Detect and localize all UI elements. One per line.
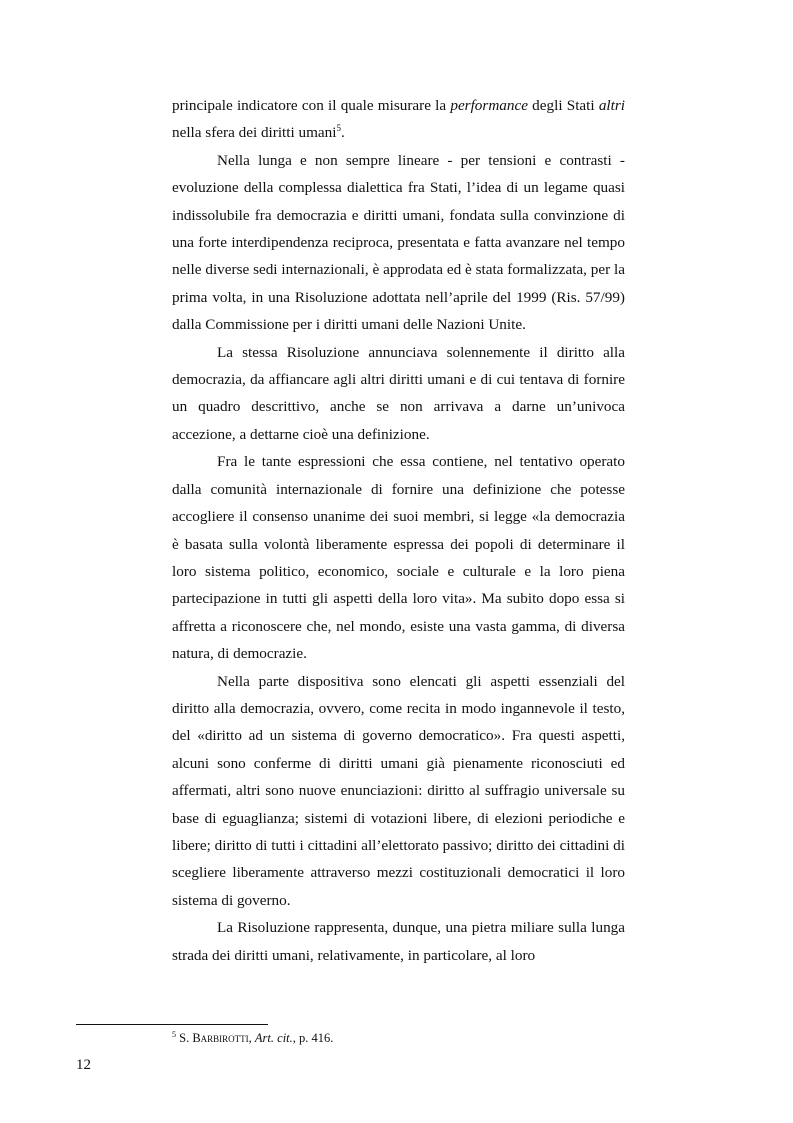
paragraph-1-text: principale indicatore con il quale misurare la <box>172 97 451 114</box>
footnote <box>172 1030 333 1046</box>
footnote-separator <box>76 1024 268 1025</box>
paragraph-3: La stessa Risoluzione annunciava solennemente il diritto alla democrazia, da affiancare agli altri diritti umani e di cui tentava di fornire un quadro descrittivo, anche se non arrivava a darne un’univoca accezione, a dettarne cioè una definizione. <box>172 343 625 443</box>
footnote-reference[interactable]: 5 <box>336 123 341 134</box>
paragraph-2: Nella lunga e non sempre lineare - per tensioni e contrasti - evoluzione della complessa dialettica fra Stati, l’idea di un legame quasi indissolubile fra democrazia e diritti umani, fondata sulla convinzione di una forte interdipendenza reciproca, presentata e fatta avanzare nel tempo nelle diverse sedi internazionali, è approdata ed è stata formalizzata, per la prima volta, in una Risoluzione adottata nell’aprile del 1999 (Ris. 57/99) dalla Commissione per i diritti umani delle Nazioni Unite. <box>172 151 625 334</box>
paragraph-1-text-2: degli Stati <box>527 97 599 114</box>
paragraph-1-text-4: . <box>340 124 345 142</box>
footnote-number: 5 <box>172 1030 176 1039</box>
paragraph-1-text-3: nella sfera dei diritti umani <box>172 124 337 142</box>
paragraph-6: La Risoluzione rappresenta, dunque, una pietra miliare sulla lunga strada dei diritti umani, relativamente, in particolare, al loro <box>172 919 625 964</box>
footnote-work: Art. cit. <box>254 1031 293 1045</box>
footnote-author-surname: Barbirotti <box>192 1031 249 1045</box>
page-number: 12 <box>76 1057 91 1073</box>
footnote-separator-text: , <box>248 1031 255 1045</box>
body-text <box>172 92 625 969</box>
footnote-author-initial: S. <box>179 1031 193 1045</box>
paragraph-5: Nella parte dispositiva sono elencati gli aspetti essenziali del diritto alla democrazia, ovvero, come recita in modo ingannevole il testo, del «diritto ad un sistema di governo democratico». Fra questi aspetti, alcuni sono conferme di diritti umani già pienamente riconosciuti ed affermati, altri sono nuove enunciazioni: diritto al suffragio universale su base di eguaglianza; sistemi di votazioni libere, di elezioni periodiche e libere; diritto di tutti i cittadini all’elettorato passivo; diritto dei cittadini di scegliere liberamente attraverso mezzi costituzionali democratici il loro sistema di governo. <box>172 672 625 909</box>
paragraph-4: Fra le tante espressioni che essa contiene, nel tentativo operato dalla comunità internazionale di fornire una definizione che potesse accogliere il consenso unanime dei suoi membri, si legge «la democrazia è basata sulla volontà liberamente espressa dei popoli di determinare il loro sistema politico, economico, sociale e culturale e la loro piena partecipazione in tutti gli aspetti della loro vita». Ma subito dopo essa si affretta a riconoscere che, nel mondo, esiste una vasta gamma, di diversa natura, di democrazie. <box>172 453 625 663</box>
emphasis-altri: altri <box>598 97 625 114</box>
paragraph-1 <box>172 92 625 147</box>
footnote-page-ref: , p. 416. <box>292 1031 334 1045</box>
emphasis-performance: performance <box>450 97 528 114</box>
